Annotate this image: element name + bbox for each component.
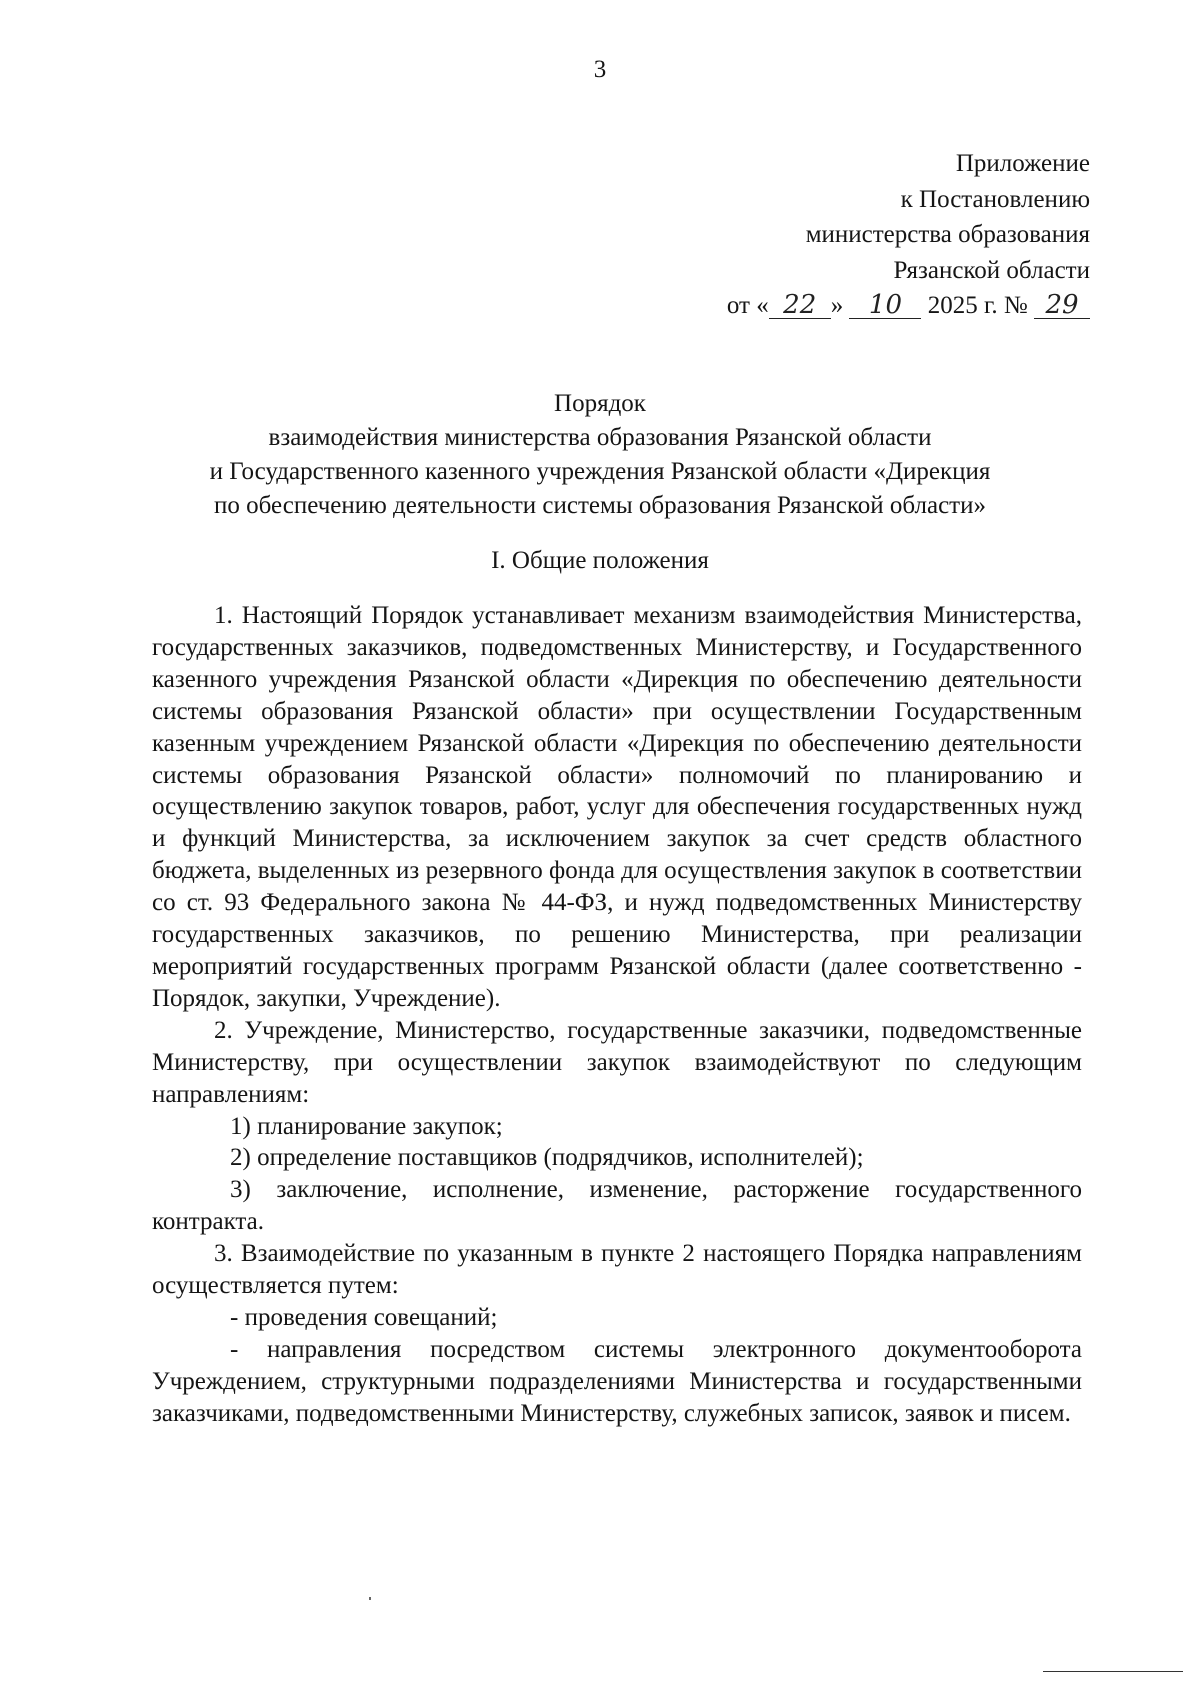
- section-heading: I. Общие положения: [491, 547, 709, 574]
- paragraph-2: 2. Учреждение, Министерство, государственные заказчики, подведомственные Министерству, при осуществлении закупок взаимодействуют по следующим направлениям:: [152, 1016, 1082, 1108]
- appendix-ministry: министерства образования: [805, 221, 1090, 248]
- handwritten-day: 22: [769, 292, 831, 319]
- title-line-4: по обеспечению деятельности системы образования Рязанской области»: [214, 492, 986, 519]
- scan-artifact: [369, 1597, 371, 1600]
- paragraph-1: 1. Настоящий Порядок устанавливает механизм взаимодействия Министерства, государственных заказчиков, подведомственных Министерству, и Государственного казенного учреждения Рязанской области «Дирекция по обеспечению деятельности системы образования Рязанской области» при осуществлении Государственным казенным учреждением Рязанской области «Дирекция по обеспечению деятельности системы образования Рязанской области» полномочий по планированию и осуществлению закупок товаров, работ, услуг для обеспечения государственных нужд и функций Министерства, за исключением закупок за счет средств областного бюджета, выделенных из резервного фонда для осуществления закупок в соответствии со ст. 93 Федерального закона № 44-ФЗ, и нужд подведомственных Министерству государственных заказчиков, по решению Министерства, при реализации мероприятий государственных программ Рязанской области (далее соответственно - Порядок, закупки, Учреждение).: [152, 602, 1082, 1012]
- appendix-header: [727, 146, 1090, 324]
- list-item: 3) заключение, исполнение, изменение, расторжение государственного контракта.: [152, 1176, 1082, 1236]
- handwritten-number: 29: [1034, 292, 1090, 319]
- appendix-title: Приложение: [955, 150, 1090, 177]
- handwritten-month: 10: [849, 292, 921, 319]
- footer-rule: [1043, 1671, 1183, 1672]
- year-and-number-label: 2025 г. №: [927, 292, 1028, 319]
- title-line-1: Порядок: [554, 390, 646, 417]
- appendix-region: Рязанской области: [893, 256, 1090, 284]
- title-line-2: взаимодействия министерства образования Рязанской области: [268, 424, 932, 451]
- appendix-resolution: к Постановлению: [900, 185, 1090, 213]
- list-item: 1) планирование закупок;: [230, 1112, 503, 1140]
- title-line-3: и Государственного казенного учреждения Рязанской области «Дирекция: [209, 458, 991, 485]
- list-item: 2) определение поставщиков (подрядчиков, исполнителей);: [230, 1144, 864, 1172]
- date-prefix: от «: [726, 292, 769, 319]
- date-mid: »: [830, 292, 844, 319]
- paragraph-3: 3. Взаимодействие по указанным в пункте 2 настоящего Порядка направлениям осуществляется путем:: [152, 1240, 1082, 1300]
- document-body: [152, 600, 1082, 1430]
- document-title: [0, 387, 1200, 523]
- appendix-date-line: [727, 288, 1090, 324]
- list-item: - направления посредством системы электронного документооборота Учреждением, структурными подразделениями Министерства и государственными заказчиками, подведомственными Министерству, служебных записок, заявок и писем.: [152, 1335, 1082, 1427]
- list-item: - проведения совещаний;: [230, 1303, 498, 1331]
- page-number: 3: [593, 56, 607, 83]
